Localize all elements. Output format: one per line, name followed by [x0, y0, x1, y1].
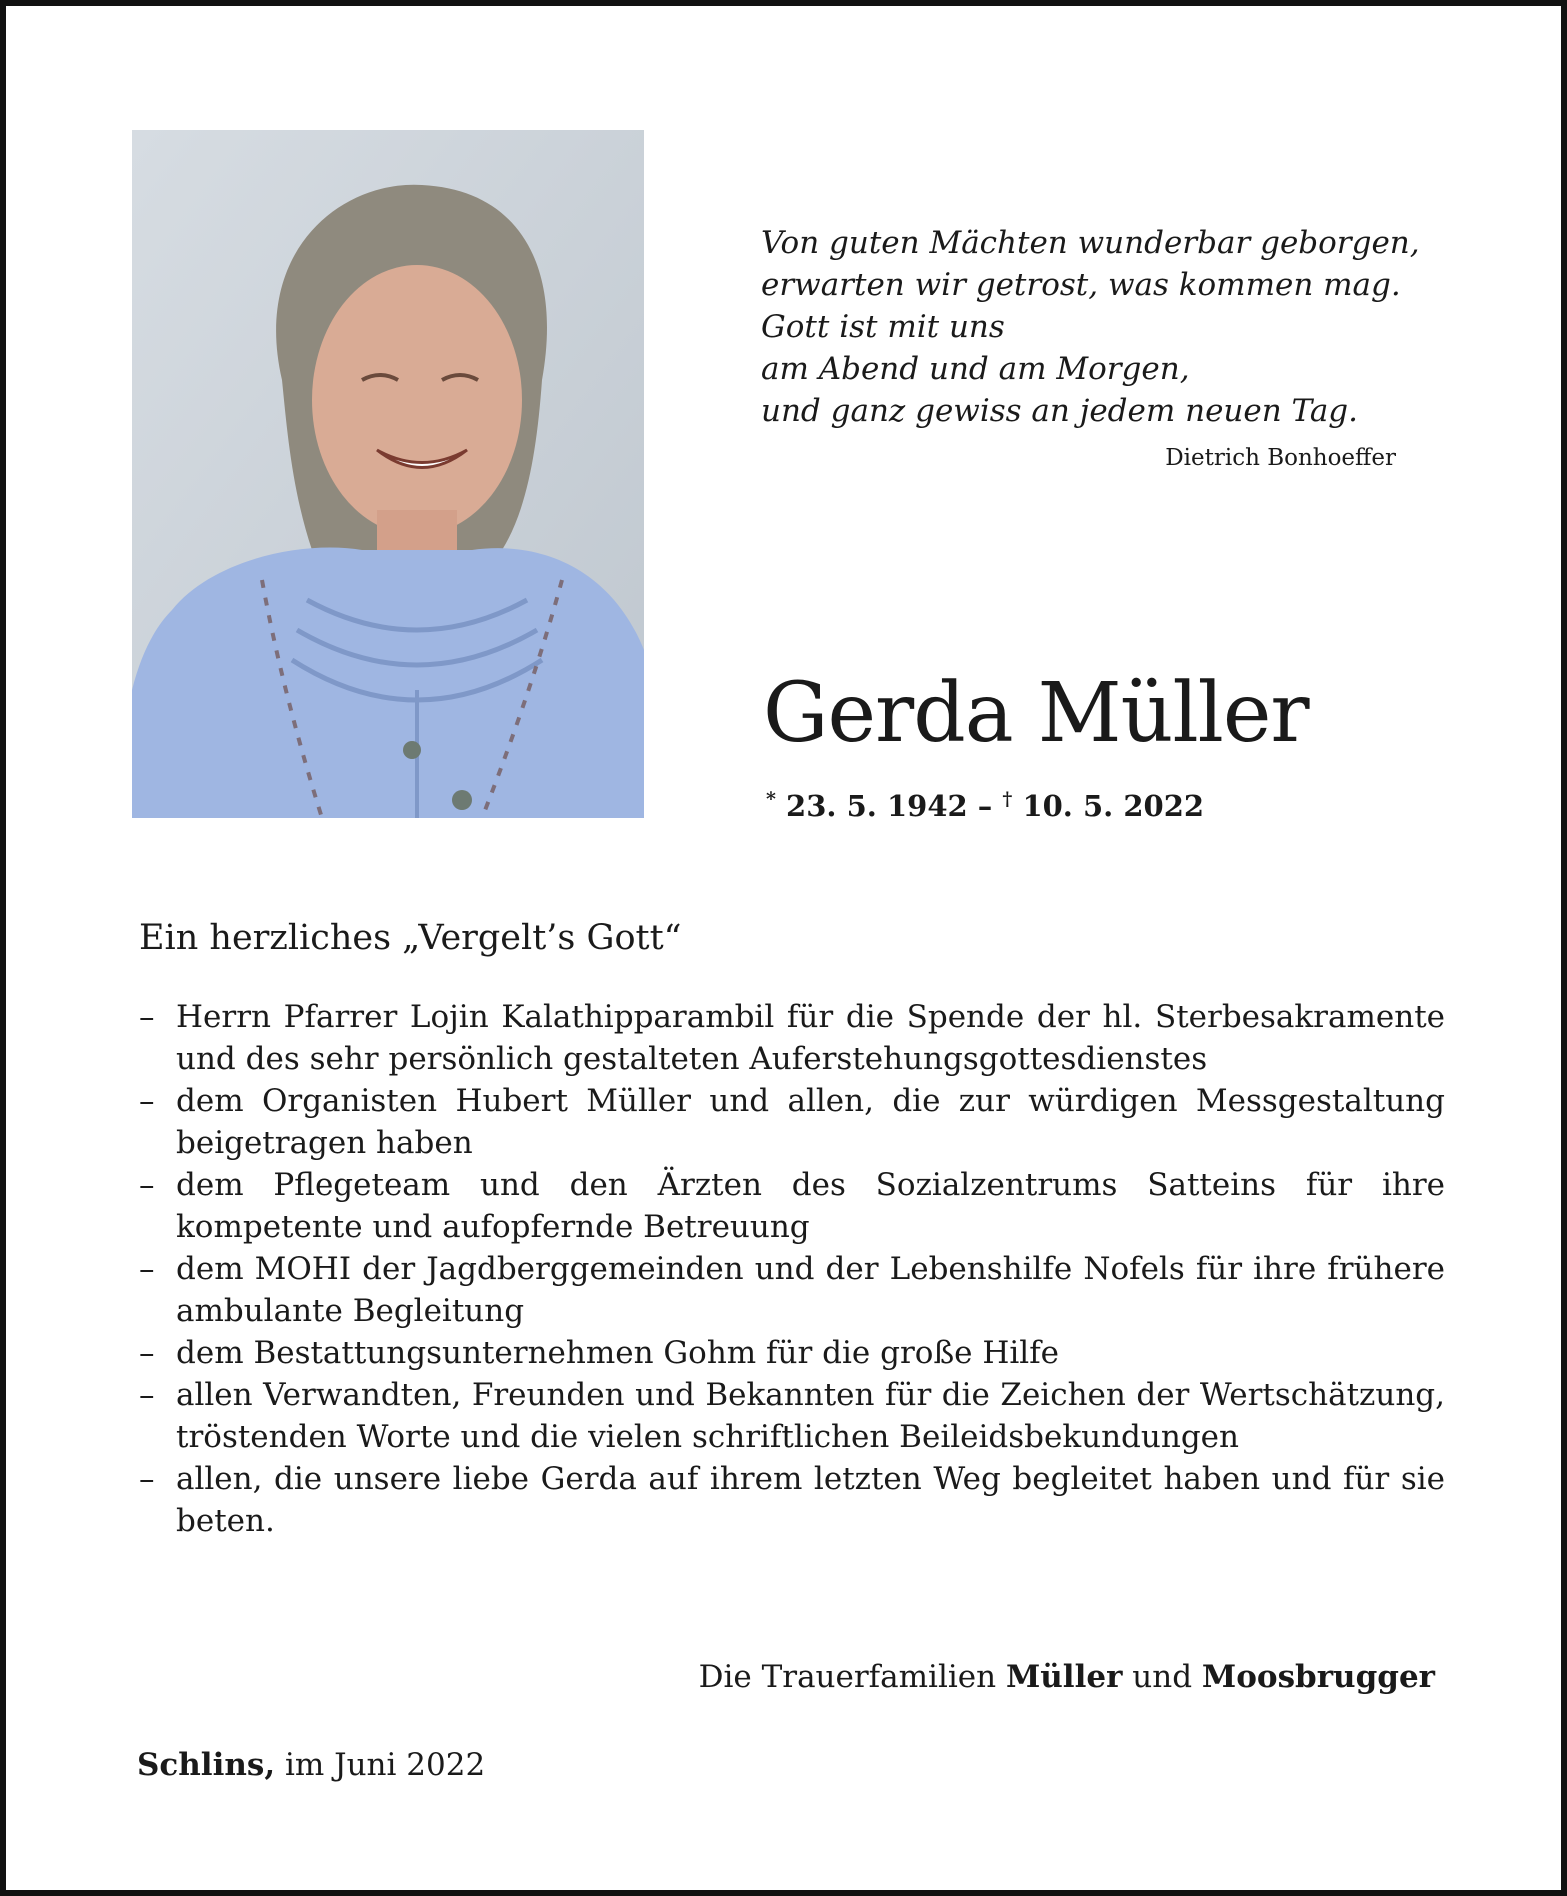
family-name: Müller [1005, 1659, 1123, 1695]
poem-line: erwarten wir getrost, was kommen mag. [761, 267, 1401, 303]
family-name: Moosbrugger [1201, 1659, 1435, 1695]
list-item-text: allen Verwandten, Freunden und Bekannten für die Zeichen der Wertschätzung, tröstenden Worte und die vielen schriftlichen Beileidsbekundungen [176, 1377, 1445, 1455]
list-bullet: – [139, 1377, 155, 1413]
thanks-heading: Ein herzliches „Vergelt’s Gott“ [139, 918, 682, 958]
list-item-text: dem Pflegeteam und den Ärzten des Sozialzentrums Satteins für ihre kompetente und aufopfernde Betreuung [176, 1167, 1445, 1245]
list-item [139, 1332, 1445, 1374]
list-item [139, 1374, 1445, 1458]
poem [761, 222, 1441, 432]
list-bullet: – [139, 999, 155, 1035]
portrait-image [132, 130, 644, 818]
birth-date: 23. 5. 1942 [786, 789, 968, 823]
list-item-text: dem Organisten Hubert Müller und allen, die zur würdigen Messgestaltung beigetragen haben [176, 1083, 1445, 1161]
list-bullet: – [139, 1083, 155, 1119]
place-date [137, 1747, 485, 1783]
list-bullet: – [139, 1461, 155, 1497]
list-item-text: dem MOHI der Jagdberggemeinden und der Lebenshilfe Nofels für ihre frühere ambulante Begleitung [176, 1251, 1445, 1329]
list-item-text: allen, die unsere liebe Gerda auf ihrem letzten Weg begleitet haben und für sie beten. [176, 1461, 1445, 1539]
death-symbol: † [1002, 788, 1013, 810]
poem-author: Dietrich Bonhoeffer [1165, 445, 1396, 471]
signature [699, 1659, 1435, 1695]
deceased-name: Gerda Müller [763, 666, 1309, 761]
list-item-text: Herrn Pfarrer Lojin Kalathipparambil für die Spende der hl. Sterbesakramente und des sehr persönlich gestalteten Auferstehungsgottesdienstes [176, 999, 1445, 1077]
list-item [139, 1458, 1445, 1542]
death-date: 10. 5. 2022 [1022, 789, 1205, 823]
list-item [139, 1164, 1445, 1248]
thanks-list [139, 996, 1445, 1542]
list-bullet: – [139, 1251, 155, 1287]
list-item [139, 1080, 1445, 1164]
place: Schlins, [137, 1747, 276, 1783]
poem-line: und ganz gewiss an jedem neuen Tag. [761, 393, 1359, 429]
list-bullet: – [139, 1335, 155, 1371]
date: im Juni 2022 [285, 1747, 486, 1783]
signature-conjunction: und [1132, 1659, 1193, 1695]
portrait-photo [132, 130, 644, 818]
poem-line: Von guten Mächten wunderbar geborgen, [761, 225, 1420, 261]
date-separator: – [977, 789, 993, 823]
signature-prefix: Die Trauerfamilien [698, 1659, 997, 1695]
list-item [139, 996, 1445, 1080]
list-item-text: dem Bestattungsunternehmen Gohm für die große Hilfe [176, 1335, 1060, 1371]
life-dates [766, 788, 1204, 823]
birth-symbol: * [766, 788, 776, 810]
list-bullet: – [139, 1167, 155, 1203]
list-item [139, 1248, 1445, 1332]
poem-line: am Abend und am Morgen, [761, 351, 1190, 387]
poem-line: Gott ist mit uns [761, 309, 1005, 345]
